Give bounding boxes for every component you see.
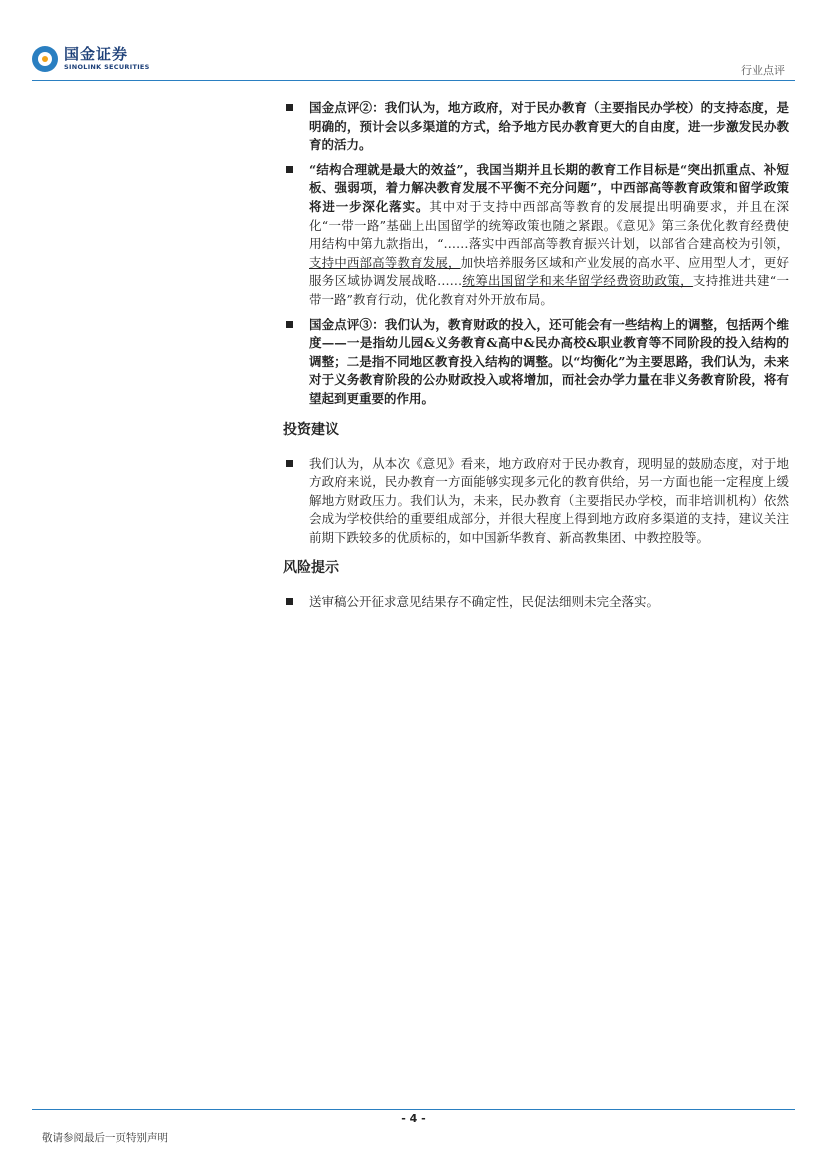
risk-paragraph	[283, 593, 789, 612]
structure-text-2: 加快培养服务区域和产业发展的高水平、应用型人才，更好服务区域协调发展战略……	[309, 254, 789, 289]
logo-mark-icon	[32, 46, 58, 72]
header-divider	[32, 80, 795, 81]
footer-divider	[32, 1109, 795, 1110]
company-logo	[32, 46, 150, 72]
structure-paragraph	[283, 161, 789, 310]
footer-disclaimer: 敬请参阅最后一页特别声明	[42, 1132, 168, 1144]
structure-underline-2: 统筹出国留学和来华留学经费资助政策，	[462, 273, 693, 289]
report-body	[283, 99, 789, 618]
document-type: 行业点评	[741, 64, 785, 77]
logo-chinese-name: 国金证券	[64, 45, 129, 64]
bullet-square-icon	[286, 166, 293, 173]
bullet-square-icon	[286, 598, 293, 605]
bullet-square-icon	[286, 460, 293, 467]
investment-text: 我们认为，从本次《意见》看来，地方政府对于民办教育，现明显的鼓励态度，对于地方政府来说，民办教育一方面能够实现多元化的教育供给，另一方面也能一定程度上缓解地方财政压力。我们认为，未来，民办教育（主要指民办学校，而非培训机构）依然会成为学校供给的重要组成部分，并很大程度上得到地方政府多渠道的支持，建议关注前期下跌较多的优质标的，如中国新华教育、新高教集团、中教控股等。	[309, 455, 789, 545]
structure-bold-text: “结构合理就是最大的效益”，我国当期并且长期的教育工作目标是“突出抓重点、补短板、强弱项，着力解决教育发展不平衡不充分问题”，中西部高等教育政策和留学政策将进一步深化落实。	[309, 161, 789, 214]
comment-2-text: 国金点评②：我们认为，地方政府，对于民办教育（主要指民办学校）的支持态度，是明确的，预计会以多渠道的方式，给予地方民办教育更大的自由度，进一步激发民办教育的活力。	[309, 100, 789, 153]
investment-section-title: 投资建议	[283, 421, 339, 438]
bullet-square-icon	[286, 321, 293, 328]
structure-text-3: 支持推进共建“一带一路”教育行动，优化教育对外开放布局。	[309, 273, 789, 307]
bullet-square-icon	[286, 104, 293, 111]
logo-english-name: SINOLINK SECURITIES	[64, 63, 150, 72]
risk-text: 送审稿公开征求意见结果存不确定性，民促法细则未完全落实。	[309, 594, 660, 610]
comment-3-paragraph	[283, 316, 789, 409]
page-number: - 4 -	[401, 1112, 426, 1125]
comment-3-text: 国金点评③：我们认为，教育财政的投入，还可能会有一些结构上的调整，包括两个维度——一是指幼儿园&义务教育&高中&民办高校&职业教育等不同阶段的投入结构的调整；二是指不同地区教育投入结构的调整。以“均衡化”为主要思路，我们认为，未来对于义务教育阶段的公办财政投入或将增加，而社会办学力量在非义务教育阶段，将有望起到更重要的作用。	[309, 316, 789, 406]
risk-section-title: 风险提示	[283, 560, 339, 577]
comment-2-paragraph	[283, 99, 789, 155]
structure-underline-1: 支持中西部高等教育发展，	[309, 254, 461, 270]
investment-paragraph	[283, 455, 789, 548]
page-header	[0, 0, 827, 90]
structure-text-1: 其中对于支持中西部高等教育的发展提出明确要求，并且在深化“一带一路”基础上出国留学的统筹政策也随之紧跟。《意见》第三条优化教育经费使用结构中第九款指出，“……落实中西部高等教育振兴计划，以部省合建高校为引领，	[309, 198, 789, 252]
